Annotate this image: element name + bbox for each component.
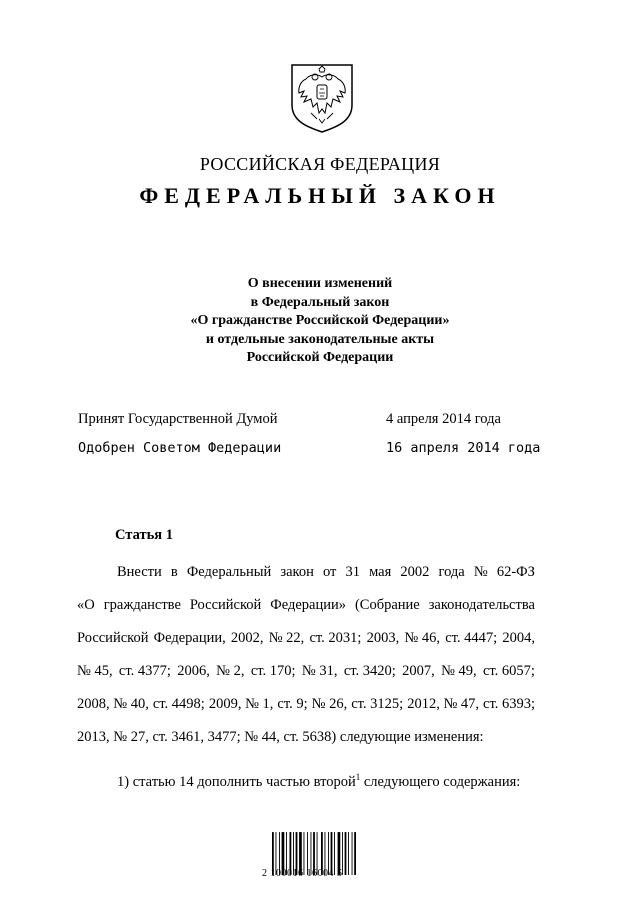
article-paragraph xyxy=(77,556,535,754)
paragraph-word: 2002 xyxy=(400,564,430,580)
paragraph-word: в xyxy=(170,564,178,580)
paragraph-word: 2009, № 1, xyxy=(208,696,274,712)
paragraph-word: ст. 3420; xyxy=(343,663,396,679)
paragraph-word: № 45, xyxy=(77,663,113,679)
paragraph-word: Федерации, xyxy=(153,630,226,646)
paragraph-word: 2004, xyxy=(502,630,535,646)
paragraph-word: от xyxy=(322,564,337,580)
subject-line: «О гражданстве Российской Федерации» xyxy=(190,313,450,328)
paragraph-word: 2007, xyxy=(402,663,435,679)
paragraph-word: 62-ФЗ xyxy=(496,564,535,580)
paragraph-word: ст. 4377; xyxy=(118,663,171,679)
subject-line: в Федеральный закон xyxy=(250,294,390,310)
item-tail: следующего содержания: xyxy=(360,773,521,790)
paragraph-word: 2002, xyxy=(230,630,264,646)
law-type-title: ФЕДЕРАЛЬНЫЙ ЗАКОН xyxy=(139,183,501,208)
article-heading: Статья 1 xyxy=(115,527,173,543)
paragraph-line xyxy=(77,589,535,622)
barcode-bar xyxy=(352,832,353,875)
paragraph-word: № 2, xyxy=(216,663,245,679)
paragraph-line xyxy=(77,622,535,655)
paragraph-word: года xyxy=(438,564,465,580)
paragraph-word: 2013, № 27, ст. 3461, 3477; № 44, ст. 5638) следующие изменения: xyxy=(77,729,484,745)
duma-label: Принят Государственной Думой xyxy=(78,411,278,427)
article-item xyxy=(117,772,520,791)
paragraph-word: Федеральный xyxy=(186,564,272,580)
paragraph-word: Внести xyxy=(117,564,162,580)
paragraph-word: Федерации» xyxy=(270,597,346,613)
country-title: РОССИЙСКАЯ ФЕДЕРАЦИЯ xyxy=(199,154,441,174)
paragraph-word: Российской xyxy=(189,597,262,613)
paragraph-word: 2008, № 40, xyxy=(77,696,149,712)
paragraph-word: ст. 4498; xyxy=(152,696,205,712)
paragraph-word: мая xyxy=(369,564,392,580)
paragraph-word: 2006, xyxy=(177,663,210,679)
barcode-bar xyxy=(348,832,349,875)
barcode-bar xyxy=(345,832,347,875)
paragraph-word: № 46, xyxy=(404,630,441,646)
council-label: Одобрен Советом Федерации xyxy=(78,440,282,456)
paragraph-word: ст. 9; xyxy=(277,696,308,712)
paragraph-word: № 26, xyxy=(311,696,348,712)
paragraph-line xyxy=(77,655,535,688)
paragraph-word: закон xyxy=(280,564,314,580)
paragraph-line xyxy=(77,556,535,589)
subject-line: и отдельные законодательные акты xyxy=(205,331,435,347)
duma-date: 4 апреля 2014 года xyxy=(386,411,501,427)
paragraph-word: № 49, xyxy=(441,663,477,679)
subject-line: О внесении изменений xyxy=(247,276,393,291)
paragraph-word: № xyxy=(473,564,488,580)
paragraph-word: ст. 2031; xyxy=(309,630,362,646)
barcode-number: 2 100016 16004 5 xyxy=(262,868,343,879)
paragraph-word: ст. 6057; xyxy=(482,663,535,679)
item-superscript: 1 xyxy=(355,772,361,782)
paragraph-word: законодательства xyxy=(428,597,535,613)
law-subject xyxy=(0,275,640,368)
coat-of-arms-icon xyxy=(289,63,355,133)
paragraph-line xyxy=(77,688,535,721)
paragraph-word: Российской xyxy=(77,630,149,646)
paragraph-word: ст. 6393; xyxy=(483,696,535,712)
paragraph-word: № 22, xyxy=(268,630,305,646)
paragraph-word: ст. 4447; xyxy=(445,630,498,646)
paragraph-word: 2012, № 47, xyxy=(407,696,480,712)
paragraph-word: (Собрание xyxy=(354,597,420,613)
paragraph-word: № 31, xyxy=(301,663,338,679)
paragraph-word: ст. 170; xyxy=(250,663,296,679)
paragraph-line xyxy=(77,721,535,754)
subject-line: Российской Федерации xyxy=(246,350,394,365)
council-date: 16 апреля 2014 года xyxy=(386,440,541,456)
item-text: 1) статью 14 дополнить частью второй xyxy=(117,773,356,790)
paragraph-word: 2003, xyxy=(366,630,400,646)
paragraph-word: ст. 3125; xyxy=(351,696,404,712)
paragraph-word: «О xyxy=(77,597,95,613)
paragraph-word: 31 xyxy=(345,564,360,580)
barcode-bar xyxy=(354,832,356,875)
paragraph-word: гражданстве xyxy=(103,597,181,613)
